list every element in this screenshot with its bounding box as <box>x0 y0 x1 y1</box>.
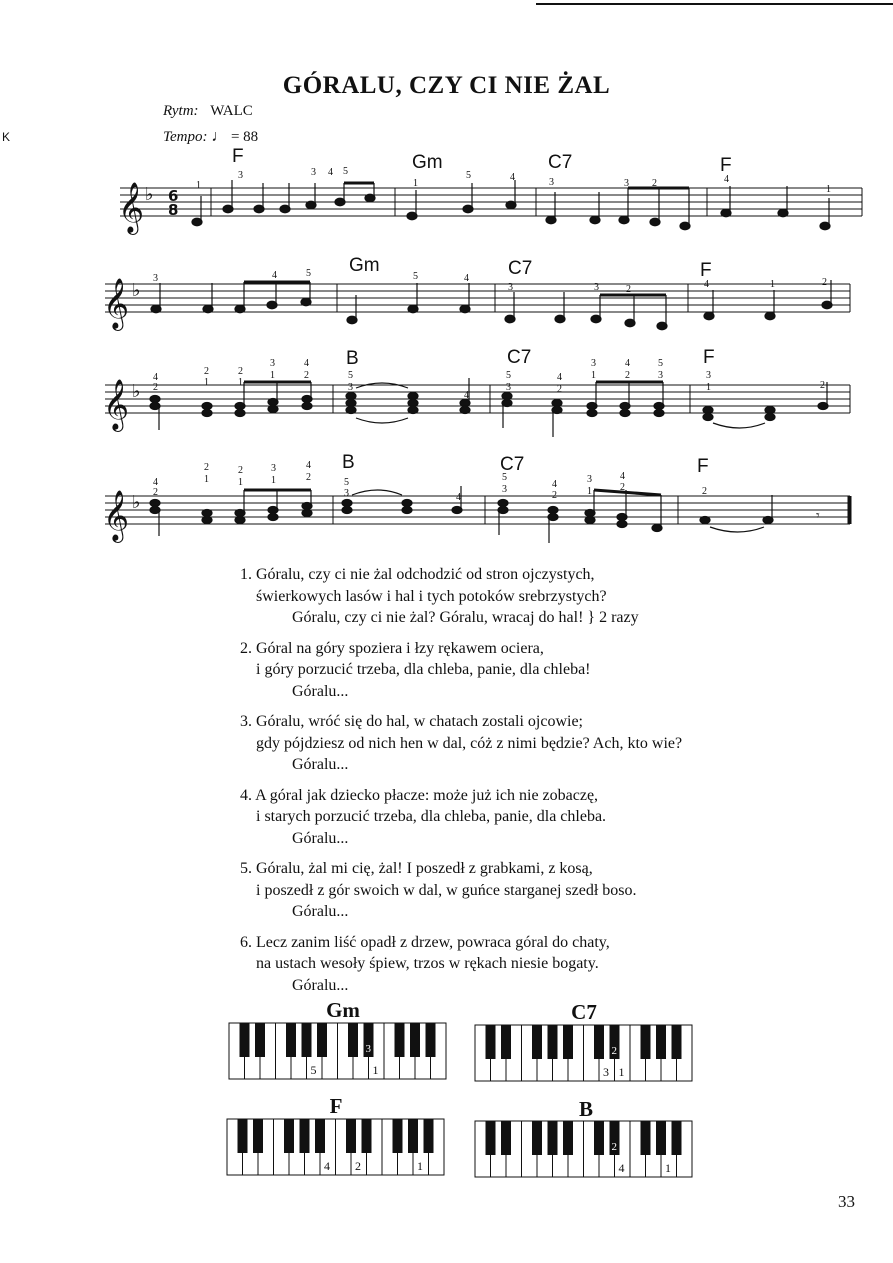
chord-symbol: B <box>346 348 359 369</box>
chord-symbol: F <box>700 260 712 281</box>
svg-text:1: 1 <box>413 178 418 189</box>
svg-text:2: 2 <box>306 472 311 483</box>
tempo-label: Tempo: <box>163 129 208 145</box>
verse-line: i poszedł z gór swoich w dal, w guńce starganej szedł boso. <box>256 881 637 899</box>
svg-text:5: 5 <box>658 358 663 369</box>
svg-text:2: 2 <box>822 277 827 288</box>
verse-line: i starych porzucić trzeba, dla chleba, panie, dla chleba. <box>256 808 607 825</box>
verse-line: i góry porzucić trzeba, dla chleba, panie, dla chleba! <box>256 661 591 678</box>
svg-text:3: 3 <box>311 167 316 178</box>
svg-text:1: 1 <box>271 475 276 486</box>
black-key <box>255 1023 265 1057</box>
svg-text:3: 3 <box>270 358 275 369</box>
chord-symbol: B <box>342 452 355 473</box>
svg-text:1: 1 <box>770 279 775 290</box>
verse-6 <box>240 932 840 997</box>
svg-text:5: 5 <box>344 477 349 488</box>
black-key <box>563 1121 573 1155</box>
verse-line: 4. A góral jak dziecko płacze: może już ich nie zobaczę, <box>240 786 599 804</box>
black-key <box>501 1025 511 1059</box>
svg-text:3: 3 <box>587 474 592 485</box>
black-key <box>284 1119 294 1153</box>
treble-clef-icon: 𝄞 <box>118 182 145 233</box>
verse-line: 6. Lecz zanim liść opadł z drzew, powraca góral do chaty, <box>240 933 610 951</box>
svg-text:4: 4 <box>328 167 333 178</box>
svg-text:2: 2 <box>204 462 209 473</box>
black-key <box>594 1121 604 1155</box>
black-key <box>408 1119 418 1153</box>
rhythm-value: WALC <box>210 103 253 119</box>
black-key <box>548 1121 558 1155</box>
svg-text:2: 2 <box>238 465 243 476</box>
verse-1 <box>240 564 840 629</box>
svg-text:1: 1 <box>238 377 243 388</box>
chord-symbol: C7 <box>500 454 525 475</box>
svg-text:4: 4 <box>464 273 469 284</box>
black-key <box>346 1119 356 1153</box>
black-key <box>317 1023 327 1057</box>
svg-text:4: 4 <box>306 460 311 471</box>
black-key <box>410 1023 420 1057</box>
svg-text:1: 1 <box>238 477 243 488</box>
chord-symbol: F <box>703 347 715 368</box>
svg-text:3: 3 <box>508 282 513 293</box>
svg-text:♭: ♭ <box>145 184 154 205</box>
svg-text:4: 4 <box>304 358 309 369</box>
svg-text:2: 2 <box>552 490 557 501</box>
black-key <box>501 1121 511 1155</box>
black-key <box>286 1023 296 1057</box>
svg-text:♭: ♭ <box>132 280 141 301</box>
svg-text:4: 4 <box>552 479 557 490</box>
black-key <box>362 1119 372 1153</box>
chord-symbol: F <box>697 456 709 477</box>
quarter-note-icon: ♩ <box>211 128 228 145</box>
black-key <box>656 1025 666 1059</box>
black-key <box>348 1023 358 1057</box>
black-key <box>486 1121 496 1155</box>
svg-text:2: 2 <box>652 178 657 189</box>
black-key <box>486 1025 496 1059</box>
svg-text:1: 1 <box>196 180 201 191</box>
finger-number: 2 <box>611 1141 617 1153</box>
margin-mark: K <box>2 130 11 144</box>
svg-text:2: 2 <box>625 370 630 381</box>
black-key <box>395 1023 405 1057</box>
verse-line: Góralu, czy ci nie żal? Góralu, wracaj do hal! } 2 razy <box>292 609 639 626</box>
svg-text:5: 5 <box>343 166 348 177</box>
chord-symbol: Gm <box>412 152 443 173</box>
svg-text:2: 2 <box>238 366 243 377</box>
chord-symbol: C7 <box>508 258 533 279</box>
svg-text:5: 5 <box>502 472 507 483</box>
svg-text:𝄾: 𝄾 <box>816 508 820 524</box>
svg-text:6: 6 <box>168 187 179 205</box>
svg-text:4: 4 <box>625 358 630 369</box>
svg-text:3: 3 <box>153 273 158 284</box>
finger-number: 1 <box>618 1065 625 1079</box>
lyrics <box>240 564 840 1005</box>
verse-line: Góralu... <box>292 976 349 994</box>
svg-text:5: 5 <box>348 370 353 381</box>
finger-number: 5 <box>310 1063 317 1077</box>
svg-text:4: 4 <box>153 477 158 488</box>
finger-number: 1 <box>417 1159 423 1173</box>
svg-text:4: 4 <box>153 372 158 383</box>
black-key <box>672 1025 682 1059</box>
svg-text:2: 2 <box>153 487 158 498</box>
svg-text:3: 3 <box>344 488 349 499</box>
tempo-value: = 88 <box>230 129 259 145</box>
sheet-music <box>0 0 893 560</box>
treble-clef-icon: 𝄞 <box>103 490 130 541</box>
black-key <box>656 1121 666 1155</box>
svg-text:2: 2 <box>820 380 825 391</box>
svg-text:3: 3 <box>624 178 629 189</box>
svg-text:5: 5 <box>413 271 418 282</box>
svg-text:4: 4 <box>704 279 709 290</box>
finger-number: 1 <box>372 1063 379 1077</box>
keyboard-chord-name: B <box>578 1097 593 1121</box>
piano-keyboard-f <box>226 1118 448 1178</box>
verse-line: 1. Góralu, czy ci nie żal odchodzić od stron ojczystych, <box>240 566 595 583</box>
piano-keyboard-b <box>474 1120 696 1180</box>
svg-text:4: 4 <box>456 492 461 503</box>
verse-2 <box>240 638 840 703</box>
svg-text:1: 1 <box>204 474 209 485</box>
staff-3 <box>105 385 850 413</box>
svg-text:5: 5 <box>306 268 311 279</box>
svg-text:2: 2 <box>702 486 707 497</box>
rhythm-label: Rytm: <box>163 103 199 119</box>
staff-4 <box>105 496 850 524</box>
verse-3 <box>240 711 840 776</box>
svg-text:4: 4 <box>724 174 729 185</box>
svg-text:2: 2 <box>620 482 625 493</box>
svg-text:1: 1 <box>591 370 596 381</box>
svg-text:1: 1 <box>706 382 711 393</box>
chord-symbol: C7 <box>548 152 573 173</box>
finger-number: 3 <box>365 1043 371 1055</box>
keyboard-chord-name: Gm <box>326 998 360 1022</box>
verse-line: 2. Góral na góry spoziera i łzy rękawem ociera, <box>240 639 544 657</box>
black-key <box>238 1119 248 1153</box>
svg-text:3: 3 <box>549 177 554 188</box>
svg-text:3: 3 <box>502 484 507 495</box>
black-key <box>641 1025 651 1059</box>
black-key <box>300 1119 310 1153</box>
chord-symbol: C7 <box>507 347 532 368</box>
verse-line: gdy pójdziesz od nich hen w dal, cóż z nimi będzie? Ach, kto wie? <box>256 734 683 752</box>
svg-text:3: 3 <box>706 370 711 381</box>
svg-text:3: 3 <box>348 382 353 393</box>
black-key <box>315 1119 325 1153</box>
black-key <box>672 1121 682 1155</box>
svg-text:5: 5 <box>466 170 471 181</box>
svg-text:5: 5 <box>506 370 511 381</box>
svg-text:4: 4 <box>464 390 469 401</box>
verse-line: Góralu... <box>292 682 349 700</box>
svg-text:3: 3 <box>591 358 596 369</box>
black-key <box>548 1025 558 1059</box>
keyboard-chord-name: F <box>329 1094 343 1118</box>
piano-keyboard-gm <box>228 1022 448 1082</box>
black-key <box>641 1121 651 1155</box>
black-key <box>594 1025 604 1059</box>
song-title: GÓRALU, CZY CI NIE ŻAL <box>282 72 611 99</box>
svg-text:3: 3 <box>271 463 276 474</box>
svg-text:1: 1 <box>587 486 592 497</box>
svg-text:3: 3 <box>594 282 599 293</box>
svg-text:2: 2 <box>626 284 631 295</box>
svg-text:1: 1 <box>826 184 831 195</box>
svg-text:♭: ♭ <box>132 381 141 402</box>
chord-symbol: Gm <box>349 255 380 276</box>
svg-text:4: 4 <box>272 270 277 281</box>
finger-number: 1 <box>665 1161 671 1175</box>
chord-symbol: F <box>232 146 244 167</box>
svg-text:2: 2 <box>204 366 209 377</box>
black-key <box>532 1025 542 1059</box>
treble-clef-icon: 𝄞 <box>103 379 130 430</box>
black-key <box>532 1121 542 1155</box>
svg-text:♭: ♭ <box>132 492 141 513</box>
svg-text:8: 8 <box>168 201 179 219</box>
svg-text:4: 4 <box>510 172 515 183</box>
verse-line: Góralu... <box>292 829 349 847</box>
black-key <box>393 1119 403 1153</box>
verse-line: Góralu... <box>292 756 349 773</box>
svg-text:4: 4 <box>557 372 562 383</box>
verse-5 <box>240 858 840 923</box>
staff-2 <box>105 284 850 312</box>
verse-line: Góralu... <box>292 903 349 920</box>
verse-line: 3. Góralu, wróć się do hal, w chatach zostali ojcowie; <box>240 713 583 730</box>
svg-text:3: 3 <box>238 170 243 181</box>
treble-clef-icon: 𝄞 <box>103 278 130 329</box>
svg-text:2: 2 <box>557 384 562 395</box>
piano-keyboard-c7 <box>474 1024 696 1084</box>
verse-line: na ustach wesoły śpiew, trzos w rękach niesie bogaty. <box>256 955 599 972</box>
finger-number: 4 <box>618 1161 625 1175</box>
black-key <box>563 1025 573 1059</box>
verse-line: 5. Góralu, żal mi cię, żal! I poszedł z grabkami, z kosą, <box>240 860 593 877</box>
svg-text:2: 2 <box>153 382 158 393</box>
black-key <box>240 1023 250 1057</box>
svg-text:2: 2 <box>304 370 309 381</box>
page-number: 33 <box>838 1192 855 1211</box>
keyboard-chord-name: C7 <box>571 1000 597 1024</box>
svg-text:1: 1 <box>204 377 209 388</box>
black-key <box>424 1119 434 1153</box>
black-key <box>426 1023 436 1057</box>
chord-symbol: F <box>720 155 732 176</box>
svg-text:3: 3 <box>658 370 663 381</box>
finger-number: 4 <box>324 1159 330 1173</box>
verse-4 <box>240 785 840 850</box>
verse-line: świerkowych lasów i hal i tych potoków srebrzystych? <box>256 587 607 605</box>
finger-number: 2 <box>611 1045 617 1057</box>
finger-number: 2 <box>355 1159 361 1173</box>
finger-number: 3 <box>603 1065 609 1079</box>
black-key <box>253 1119 263 1153</box>
svg-text:4: 4 <box>620 471 625 482</box>
black-key <box>302 1023 312 1057</box>
svg-text:3: 3 <box>506 382 511 393</box>
svg-text:1: 1 <box>270 370 275 381</box>
